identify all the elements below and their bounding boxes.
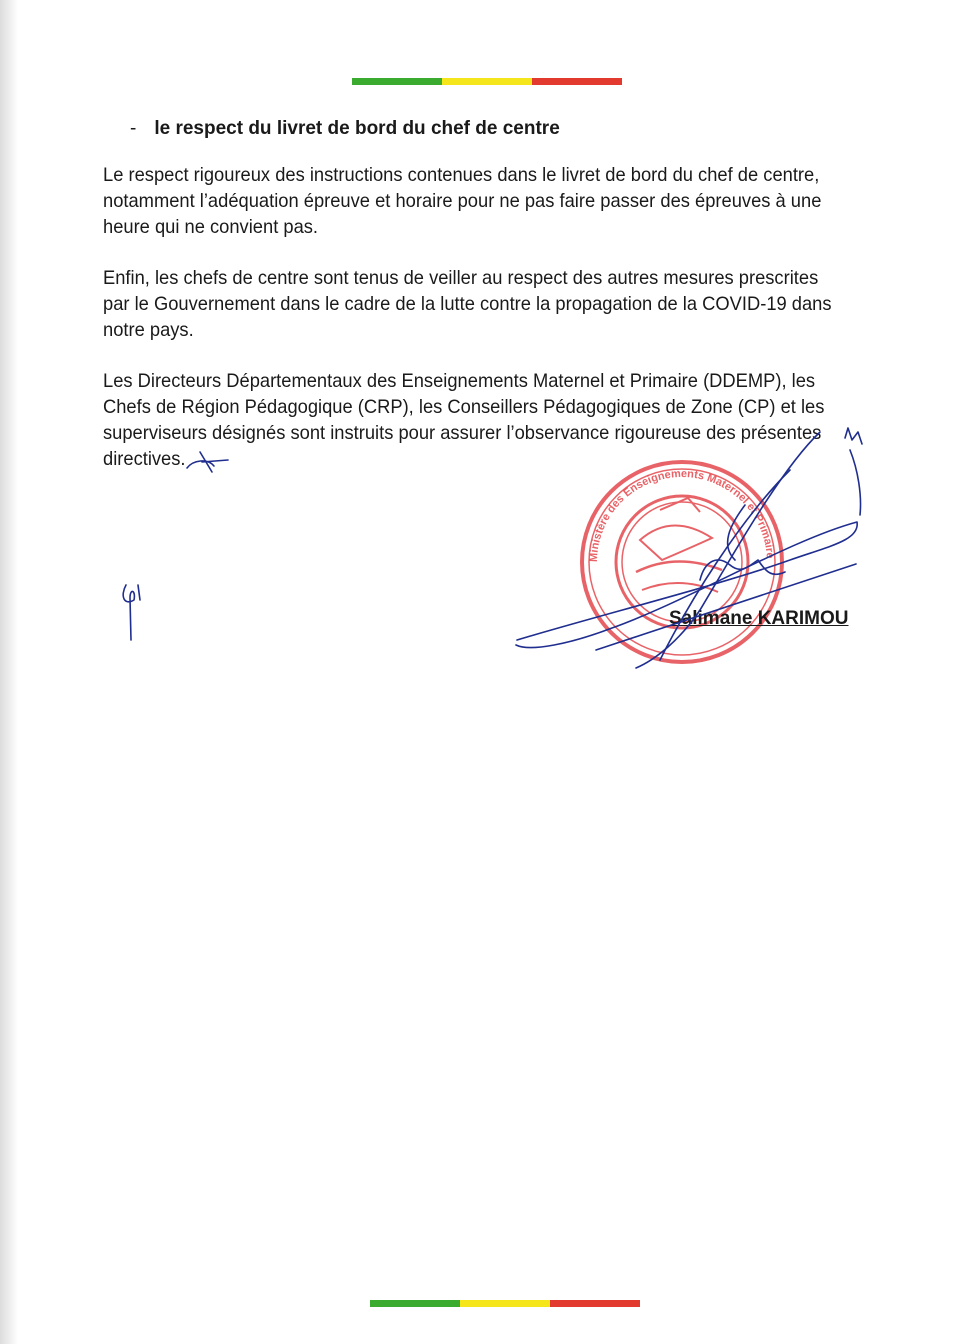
paragraph-line: Les Directeurs Départementaux des Enseignements Maternel et Primaire (DDEMP), les [103,370,816,392]
paragraph-line: par le Gouvernement dans le cadre de la lutte contre la propagation de la COVID-19 dans [103,293,832,315]
signatory-name: Salimane KARIMOU [669,608,849,629]
signature-stroke [850,450,861,515]
bullet-heading-text: le respect du livret de bord du chef de centre [154,118,560,139]
stamp-text: Ministère des Enseignements Maternel et Primaire [587,467,776,563]
initial-mark [123,585,134,640]
flag-stripe-yellow [460,1300,550,1307]
paragraph-line: notamment l’adéquation épreuve et horaire pour ne pas faire passer des épreuves à une [103,190,822,212]
paragraph-line: superviseurs désignés sont instruits pour assurer l’observance rigoureuse des présentes [103,422,822,444]
footer-flag-bar [370,1300,640,1307]
paragraph-line: directives. [103,448,186,470]
signature-stroke [845,428,862,444]
paragraph-line: Enfin, les chefs de centre sont tenus de veiller au respect des autres mesures prescrites [103,267,819,289]
signature-stroke [660,470,790,660]
initial-mark [187,452,228,472]
paragraph-line: Chefs de Région Pédagogique (CRP), les Conseillers Pédagogiques de Zone (CP) et les [103,396,825,418]
paragraph-line: heure qui ne convient pas. [103,216,319,238]
signature-stroke [728,505,745,560]
flag-stripe-red [550,1300,640,1307]
paragraph-line: notre pays. [103,319,194,341]
paragraph-line: Le respect rigoureux des instructions contenues dans le livret de bord du chef de centre, [103,164,820,186]
flag-stripe-green [370,1300,460,1307]
initial-mark [138,585,140,600]
bullet-dash: - [130,118,137,139]
